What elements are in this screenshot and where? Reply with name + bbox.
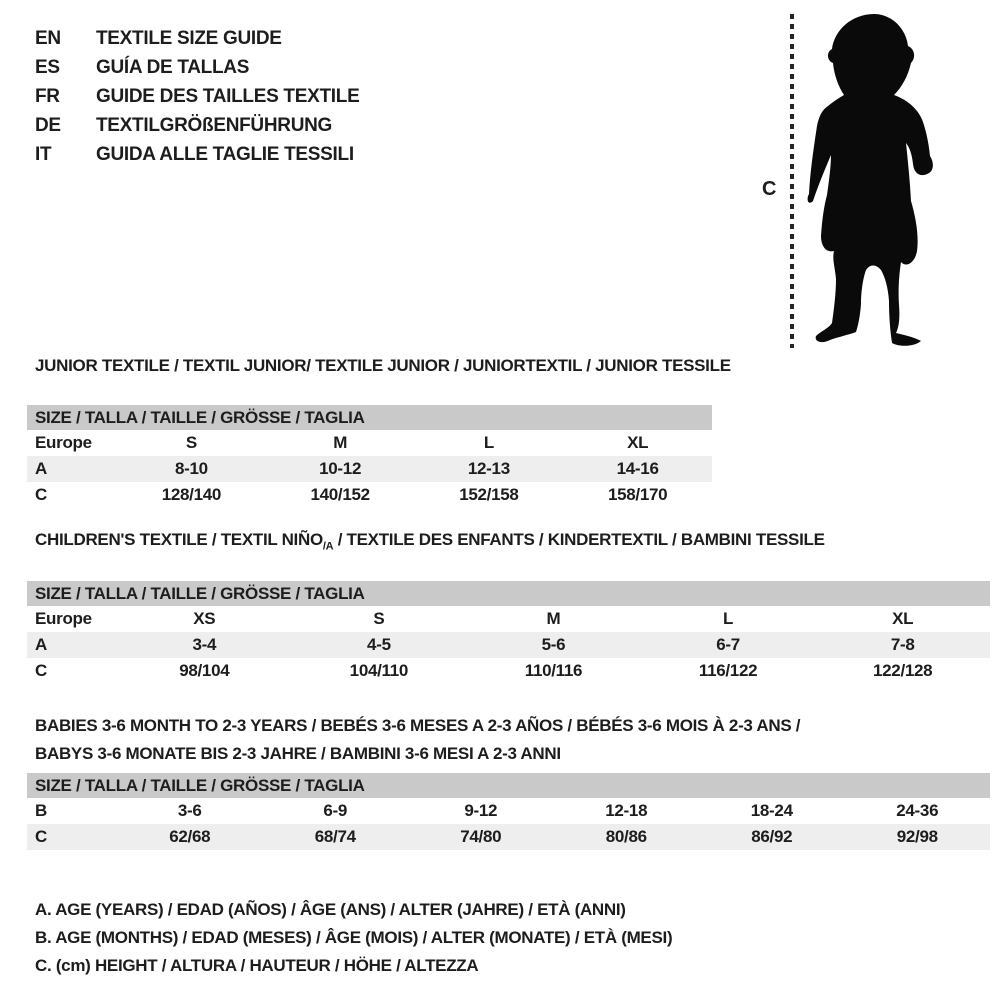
table-row-age bbox=[27, 456, 712, 482]
language-code: EN bbox=[35, 27, 61, 49]
height-cell: 128/140 bbox=[161, 485, 222, 504]
row-label: A bbox=[35, 635, 47, 655]
language-title: TEXTILE SIZE GUIDE bbox=[96, 27, 282, 49]
height-cell: 86/92 bbox=[751, 827, 793, 846]
language-row-es bbox=[35, 53, 359, 82]
table-row-months bbox=[27, 798, 990, 824]
title-subscript: /A bbox=[322, 540, 334, 553]
size-cell: M bbox=[333, 433, 348, 452]
months-cell: 12-18 bbox=[605, 801, 648, 820]
table-row-age bbox=[27, 632, 990, 658]
language-code: FR bbox=[35, 85, 60, 107]
height-cell: 116/122 bbox=[698, 661, 758, 681]
footnote-height-cm: C. (cm) HEIGHT / ALTURA / HAUTEUR / HÖHE / ALTEZZA bbox=[35, 956, 479, 975]
row-label: C bbox=[35, 485, 47, 504]
language-row-en bbox=[35, 24, 359, 53]
language-row-it bbox=[35, 140, 359, 169]
language-title: GUIDE DES TAILLES TEXTILE bbox=[96, 85, 360, 107]
months-cell: 24-36 bbox=[896, 801, 939, 820]
height-cell: 62/68 bbox=[169, 827, 211, 846]
babies-table-title-line2: BABYS 3-6 MONATE BIS 2-3 JAHRE / BAMBINI 3-6 MESI A 2-3 ANNI bbox=[35, 744, 561, 763]
height-cell: 110/116 bbox=[524, 661, 583, 681]
row-label: Europe bbox=[35, 609, 92, 629]
row-label: A bbox=[35, 459, 47, 478]
table-row-height bbox=[27, 482, 712, 508]
language-code: ES bbox=[35, 56, 60, 78]
height-cell: 74/80 bbox=[460, 827, 502, 846]
size-cell: XS bbox=[193, 609, 216, 629]
height-cell: 68/74 bbox=[314, 827, 356, 846]
table-row-europe bbox=[27, 430, 712, 456]
height-cell: 92/98 bbox=[896, 827, 938, 846]
size-cell: L bbox=[723, 609, 734, 629]
height-cell: 140/152 bbox=[310, 485, 370, 504]
language-title: GUIDA ALLE TAGLIE TESSILI bbox=[96, 143, 354, 165]
age-cell: 12-13 bbox=[467, 459, 510, 478]
title-part: / TEXTILE DES ENFANTS / KINDERTEXTIL / BAMBINI TESSILE bbox=[333, 530, 825, 549]
age-cell: 7-8 bbox=[890, 635, 915, 655]
months-cell: 18-24 bbox=[750, 801, 793, 820]
height-cell: 98/104 bbox=[179, 661, 230, 681]
age-cell: 8-10 bbox=[174, 459, 208, 478]
row-label: C bbox=[35, 661, 47, 681]
row-label: B bbox=[35, 801, 47, 820]
language-title: TEXTILGRÖßENFÜHRUNG bbox=[96, 114, 333, 136]
title-part: CHILDREN'S TEXTILE / TEXTIL NIÑO bbox=[35, 530, 323, 549]
footnote-age-months: B. AGE (MONTHS) / EDAD (MESES) / ÂGE (MOIS) / ALTER (MONATE) / ETÀ (MESI) bbox=[35, 928, 673, 947]
age-cell: 14-16 bbox=[616, 459, 659, 478]
children-size-table bbox=[27, 530, 990, 684]
age-cell: 4-5 bbox=[367, 635, 391, 655]
footnote-age-years: A. AGE (YEARS) / EDAD (AÑOS) / ÂGE (ANS) / ALTER (JAHRE) / ETÀ (ANNI) bbox=[35, 900, 626, 919]
height-dotted-line bbox=[790, 14, 794, 348]
size-header-bar: SIZE / TALLA / TAILLE / GRÖSSE / TAGLIA bbox=[27, 773, 990, 798]
age-cell: 10-12 bbox=[319, 459, 362, 478]
junior-size-table bbox=[27, 356, 731, 508]
size-cell: XL bbox=[627, 433, 649, 452]
size-cell: S bbox=[185, 433, 197, 452]
months-cell: 6-9 bbox=[323, 801, 348, 820]
babies-table-title-line1: BABIES 3-6 MONTH TO 2-3 YEARS / BEBÉS 3-6 MESES A 2-3 AÑOS / BÉBÉS 3-6 MOIS À 2-3 ANS / bbox=[35, 716, 801, 735]
height-cell: 122/128 bbox=[872, 661, 933, 681]
height-cell: 104/110 bbox=[349, 661, 409, 681]
table-row-europe bbox=[27, 606, 990, 632]
months-cell: 3-6 bbox=[177, 801, 202, 820]
size-cell: XL bbox=[892, 609, 914, 629]
row-label: Europe bbox=[35, 433, 92, 452]
table-row-height bbox=[27, 824, 990, 850]
language-title: GUÍA DE TALLAS bbox=[96, 56, 250, 78]
height-measure-label: C bbox=[762, 178, 777, 200]
months-cell: 9-12 bbox=[464, 801, 498, 820]
age-cell: 5-6 bbox=[541, 635, 566, 655]
age-cell: 6-7 bbox=[716, 635, 740, 655]
size-header-bar: SIZE / TALLA / TAILLE / GRÖSSE / TAGLIA bbox=[27, 405, 712, 430]
language-row-de bbox=[35, 111, 359, 140]
row-label: C bbox=[35, 827, 47, 846]
size-cell: L bbox=[483, 433, 494, 452]
height-cell: 152/158 bbox=[459, 485, 519, 504]
legend-footnotes bbox=[35, 896, 672, 980]
language-row-fr bbox=[35, 82, 359, 111]
junior-table-title: JUNIOR TEXTILE / TEXTIL JUNIOR/ TEXTILE JUNIOR / JUNIORTEXTIL / JUNIOR TESSILE bbox=[35, 356, 731, 375]
table-row-height bbox=[27, 658, 990, 684]
height-cell: 158/170 bbox=[607, 485, 668, 504]
age-cell: 3-4 bbox=[192, 635, 217, 655]
language-code: IT bbox=[35, 143, 52, 165]
language-guide bbox=[35, 24, 359, 169]
size-header-bar: SIZE / TALLA / TAILLE / GRÖSSE / TAGLIA bbox=[27, 581, 990, 606]
children-table-title bbox=[27, 530, 990, 552]
height-cell: 80/86 bbox=[605, 827, 647, 846]
baby-silhouette-icon bbox=[806, 6, 946, 346]
size-cell: M bbox=[546, 609, 561, 629]
size-cell: S bbox=[373, 609, 385, 629]
language-code: DE bbox=[35, 114, 61, 136]
babies-size-table bbox=[27, 712, 990, 850]
